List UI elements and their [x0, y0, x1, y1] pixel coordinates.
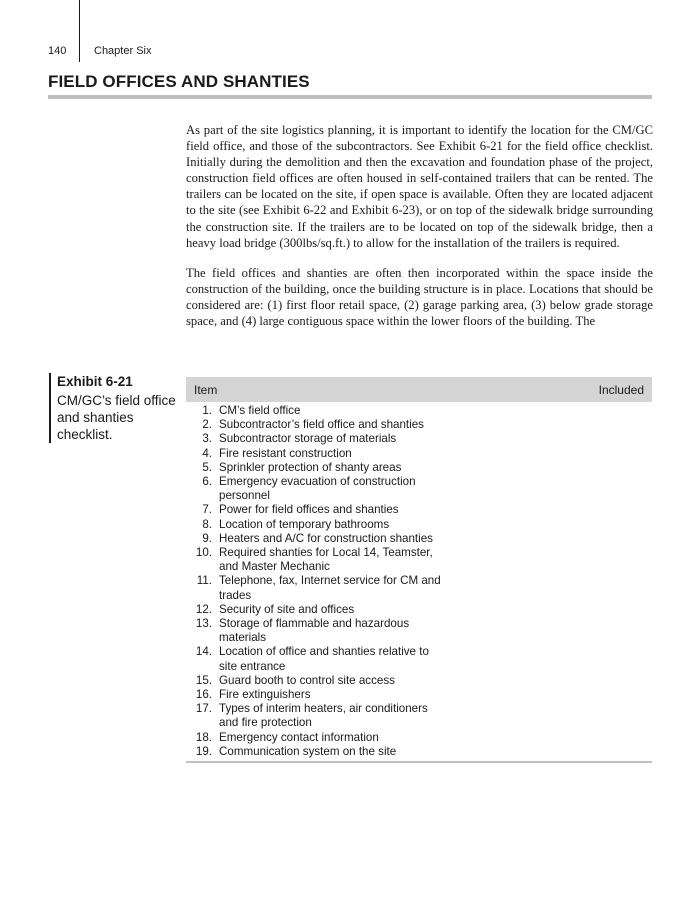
item-text: Subcontractor storage of materials	[219, 432, 397, 446]
checklist-item	[186, 418, 652, 432]
checklist-table	[186, 377, 652, 763]
item-text: Location of temporary bathrooms	[219, 517, 390, 531]
checklist-item	[186, 447, 652, 461]
item-number: 3.	[202, 432, 212, 446]
item-number: 7.	[202, 503, 212, 517]
column-header-item: Item	[194, 382, 218, 397]
body-paragraph: As part of the site logistics planning, it is important to identify the location for the CM/GC field office, and those of the subcontractors. See Exhibit 6-21 for the field office checklist. Initially during the demolition and then the excavation and foundation phase of the project, construction field offices are often housed in self-contained trailers that can be rented. The trailers can be located on the site, if open space is available. Often they are located adjacent to the site (see Exhibit 6-22 and Exhibit 6-23), or on top of the sidewalk bridge surrounding the construction site. If the trailers are to be located on top of the sidewalk bridge, then a heavy load bridge (300lbs/sq.ft.) to allow for the installation of the trailers is required.	[186, 123, 653, 250]
checklist-item	[186, 546, 652, 574]
exhibit-caption: CM/GC’s field office and shanties checklist.	[57, 393, 176, 442]
checklist-item	[186, 475, 652, 503]
item-number: 8.	[202, 517, 212, 531]
title-rule	[48, 95, 652, 99]
checklist-item	[186, 518, 652, 532]
exhibit-caption-block	[49, 373, 187, 443]
section-title: FIELD OFFICES AND SHANTIES	[48, 72, 310, 91]
item-number: 14.	[195, 645, 212, 659]
checklist-item	[186, 432, 652, 446]
item-number: 9.	[202, 531, 212, 545]
column-header-included: Included	[598, 382, 644, 397]
item-text: Required shanties for Local 14, Teamster, and Master Mechanic	[219, 546, 433, 574]
item-text: Telephone, fax, Internet service for CM and trades	[219, 574, 441, 602]
body-paragraph: The field offices and shanties are often then incorporated within the space inside the construction of the building, once the building structure is in place. Locations that should be considered are: (1) first floor retail space, (2) garage parking area, (3) below grade storage space, and (4) large contiguous space within the lower floors of the building. The	[186, 265, 653, 329]
checklist-item	[186, 532, 652, 546]
item-number: 15.	[195, 673, 212, 687]
chapter-label: Chapter Six	[94, 45, 152, 57]
exhibit-number: Exhibit 6-21	[57, 374, 133, 389]
item-number: 17.	[195, 702, 212, 716]
item-number: 12.	[195, 602, 212, 616]
item-text: CM’s field office	[219, 404, 301, 417]
item-text: Fire resistant construction	[219, 446, 352, 460]
item-text: Power for field offices and shanties	[219, 503, 399, 517]
item-number: 1.	[202, 404, 212, 417]
checklist-item	[186, 702, 652, 730]
item-text: Subcontractor’s field office and shanties	[219, 418, 424, 432]
checklist-item	[186, 574, 652, 602]
checklist-item	[186, 731, 652, 745]
item-number: 10.	[195, 546, 212, 560]
item-text: Storage of flammable and hazardous materials	[219, 617, 410, 645]
checklist-item	[186, 617, 652, 645]
item-number: 4.	[202, 446, 212, 460]
table-header	[186, 377, 652, 402]
page-number: 140	[48, 45, 67, 57]
item-text: Location of office and shanties relative to site entrance	[219, 645, 429, 673]
header-divider-line	[79, 0, 80, 62]
checklist-item	[186, 503, 652, 517]
item-number: 18.	[195, 730, 212, 744]
item-text: Security of site and offices	[219, 602, 355, 616]
item-number: 11.	[196, 574, 212, 588]
checklist-item	[186, 645, 652, 673]
body-text	[186, 122, 653, 343]
item-text: Emergency contact information	[219, 730, 379, 744]
item-number: 19.	[195, 744, 212, 758]
checklist-item	[186, 461, 652, 475]
checklist-item	[186, 603, 652, 617]
checklist-items	[186, 402, 652, 759]
item-number: 5.	[202, 460, 212, 474]
checklist-item	[186, 688, 652, 702]
checklist-item	[186, 674, 652, 688]
item-number: 16.	[195, 688, 212, 702]
checklist-item	[186, 404, 652, 418]
item-text: Guard booth to control site access	[219, 673, 395, 687]
item-text: Emergency evacuation of construction personnel	[219, 475, 416, 503]
table-bottom-rule	[186, 761, 652, 763]
item-number: 6.	[202, 475, 212, 489]
item-text: Heaters and A/C for construction shanties	[219, 531, 433, 545]
checklist-item	[186, 745, 652, 759]
item-number: 2.	[202, 418, 212, 432]
item-text: Fire extinguishers	[219, 688, 311, 702]
item-text: Types of interim heaters, air conditioners and fire protection	[219, 702, 428, 730]
item-number: 13.	[195, 617, 212, 631]
item-text: Sprinkler protection of shanty areas	[219, 460, 402, 474]
item-text: Communication system on the site	[219, 744, 397, 758]
